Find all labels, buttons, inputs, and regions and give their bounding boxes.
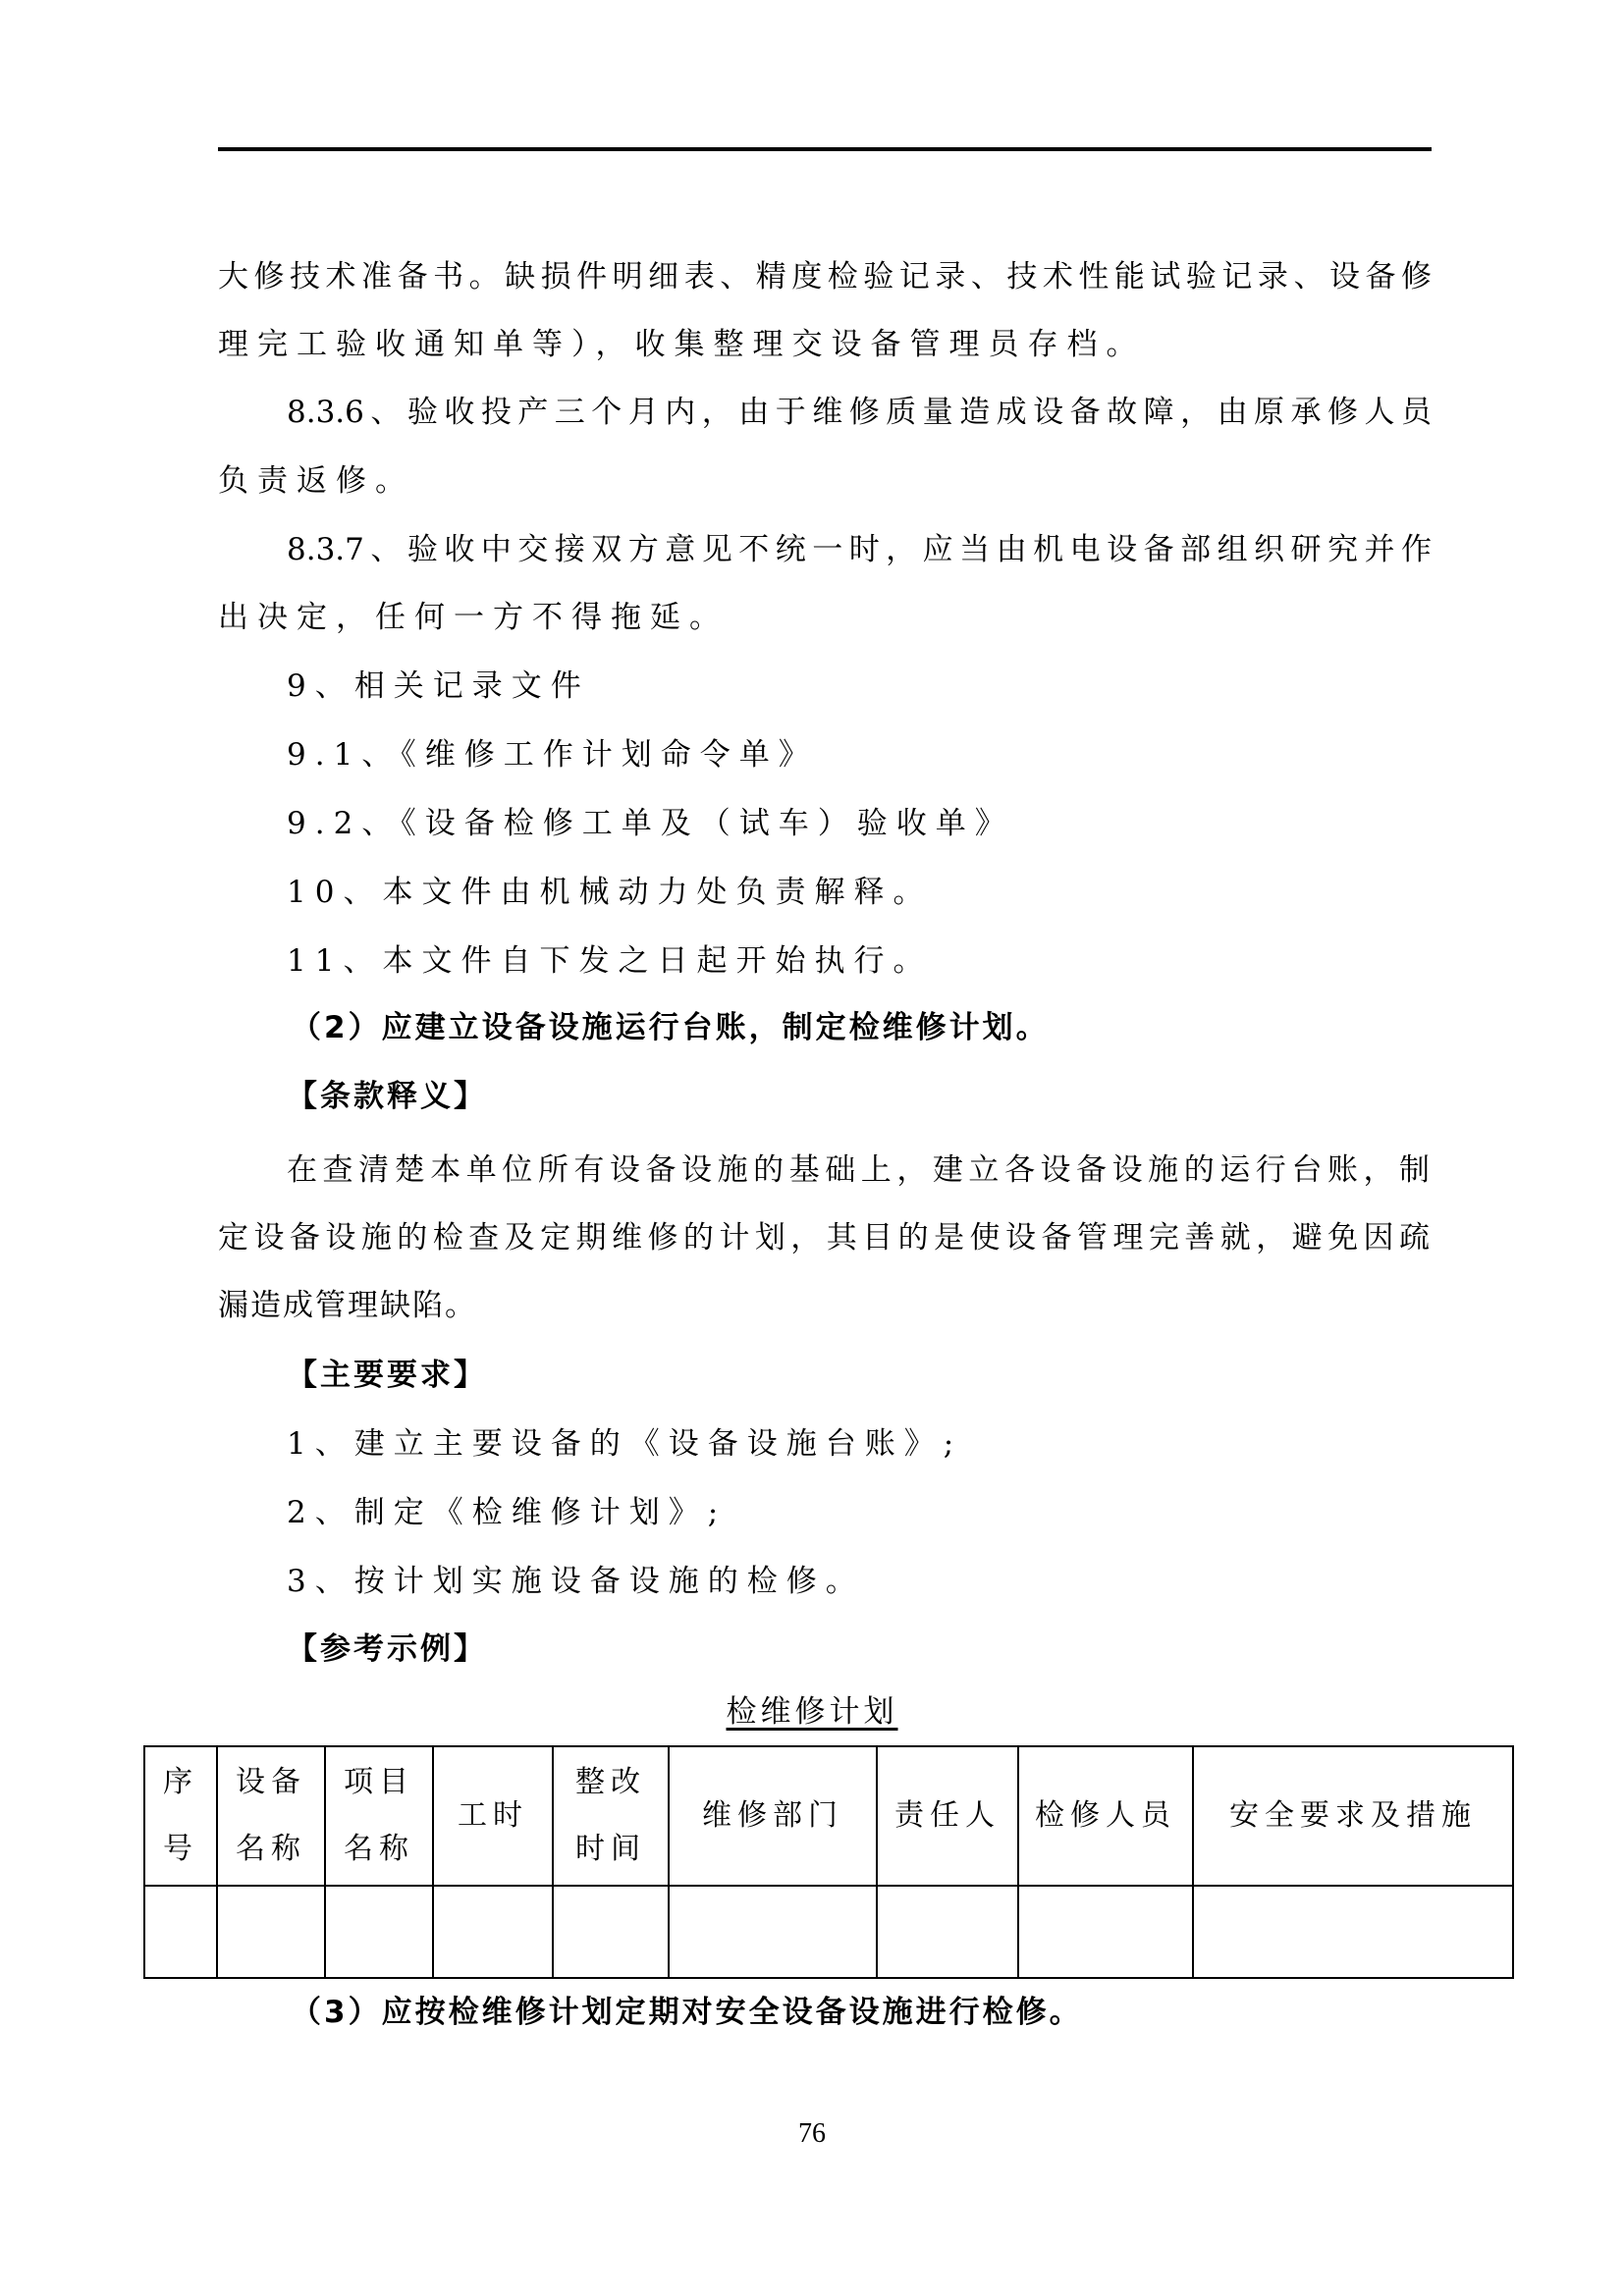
paragraph-line: 大修技术准备书。缺损件明细表、精度检验记录、技术性能试验记录、设备修 (218, 259, 1432, 294)
list-item: 11、本文件自下发之日起开始执行。 (287, 943, 933, 979)
paragraph-line: 漏造成管理缺陷。 (218, 1288, 477, 1323)
table-cell (1193, 1886, 1513, 1978)
col-header-maintenance-dept: 维修部门 (669, 1746, 877, 1886)
clause-heading: （3）应按检维修计划定期对安全设备设施进行检修。 (291, 1995, 1083, 2030)
table-cell (325, 1886, 433, 1978)
table-caption: 检维修计划 (726, 1694, 898, 1730)
section-label: 【条款释义】 (287, 1079, 487, 1114)
header-rule (218, 147, 1432, 151)
paragraph-line: 出决定，任何一方不得拖延。 (218, 600, 729, 635)
page-number: 76 (798, 2118, 826, 2149)
col-header-item-name: 项目 名称 (325, 1746, 433, 1886)
table-cell (1018, 1886, 1193, 1978)
list-item: 9.1、《维修工作计划命令单》 (287, 737, 818, 773)
section-label: 【主要要求】 (287, 1358, 487, 1393)
table-cell (433, 1886, 553, 1978)
paragraph-line: 8.3.6、验收投产三个月内，由于维修质量造成设备故障，由原承修人员 (287, 395, 1432, 430)
col-header-equipment-name: 设备 名称 (217, 1746, 325, 1886)
paragraph-line: 8.3.7、验收中交接双方意见不统一时，应当由机电设备部组织研究并作 (287, 532, 1432, 567)
paragraph-line: 在查清楚本单位所有设备设施的基础上，建立各设备设施的运行台账，制 (287, 1152, 1432, 1188)
col-header-rectify-time: 整改 时间 (553, 1746, 669, 1886)
maintenance-plan-table (143, 1745, 1514, 1979)
table-cell (553, 1886, 669, 1978)
col-header-index: 序 号 (144, 1746, 217, 1886)
table-cell (144, 1886, 217, 1978)
table-cell (669, 1886, 877, 1978)
list-item: 3、按计划实施设备设施的检修。 (287, 1564, 865, 1599)
col-header-work-hours: 工时 (433, 1746, 553, 1886)
paragraph-line: 负责返修。 (218, 463, 414, 499)
paragraph-line: 定设备设施的检查及定期维修的计划，其目的是使设备管理完善就，避免因疏 (218, 1220, 1432, 1255)
table-row (144, 1886, 1513, 1978)
col-header-safety-measures: 安全要求及措施 (1193, 1746, 1513, 1886)
col-header-responsible: 责任人 (877, 1746, 1018, 1886)
clause-heading: （2）应建立设备设施运行台账，制定检维修计划。 (291, 1010, 1050, 1045)
list-item: 2、制定《检维修计划》; (287, 1495, 728, 1530)
paragraph-line: 理完工验收通知单等），收集整理交设备管理员存档。 (218, 327, 1146, 362)
table-cell (217, 1886, 325, 1978)
table-header-row (144, 1746, 1513, 1886)
list-item: 10、本文件由机械动力处负责解释。 (287, 875, 933, 910)
col-header-inspectors: 检修人员 (1018, 1746, 1193, 1886)
list-item: 9.2、《设备检修工单及（试车）验收单》 (287, 806, 1014, 841)
table-cell (877, 1886, 1018, 1978)
list-item: 1、建立主要设备的《设备设施台账》; (287, 1426, 963, 1462)
section-label: 【参考示例】 (287, 1631, 487, 1667)
section-heading: 9、相关记录文件 (287, 668, 590, 704)
